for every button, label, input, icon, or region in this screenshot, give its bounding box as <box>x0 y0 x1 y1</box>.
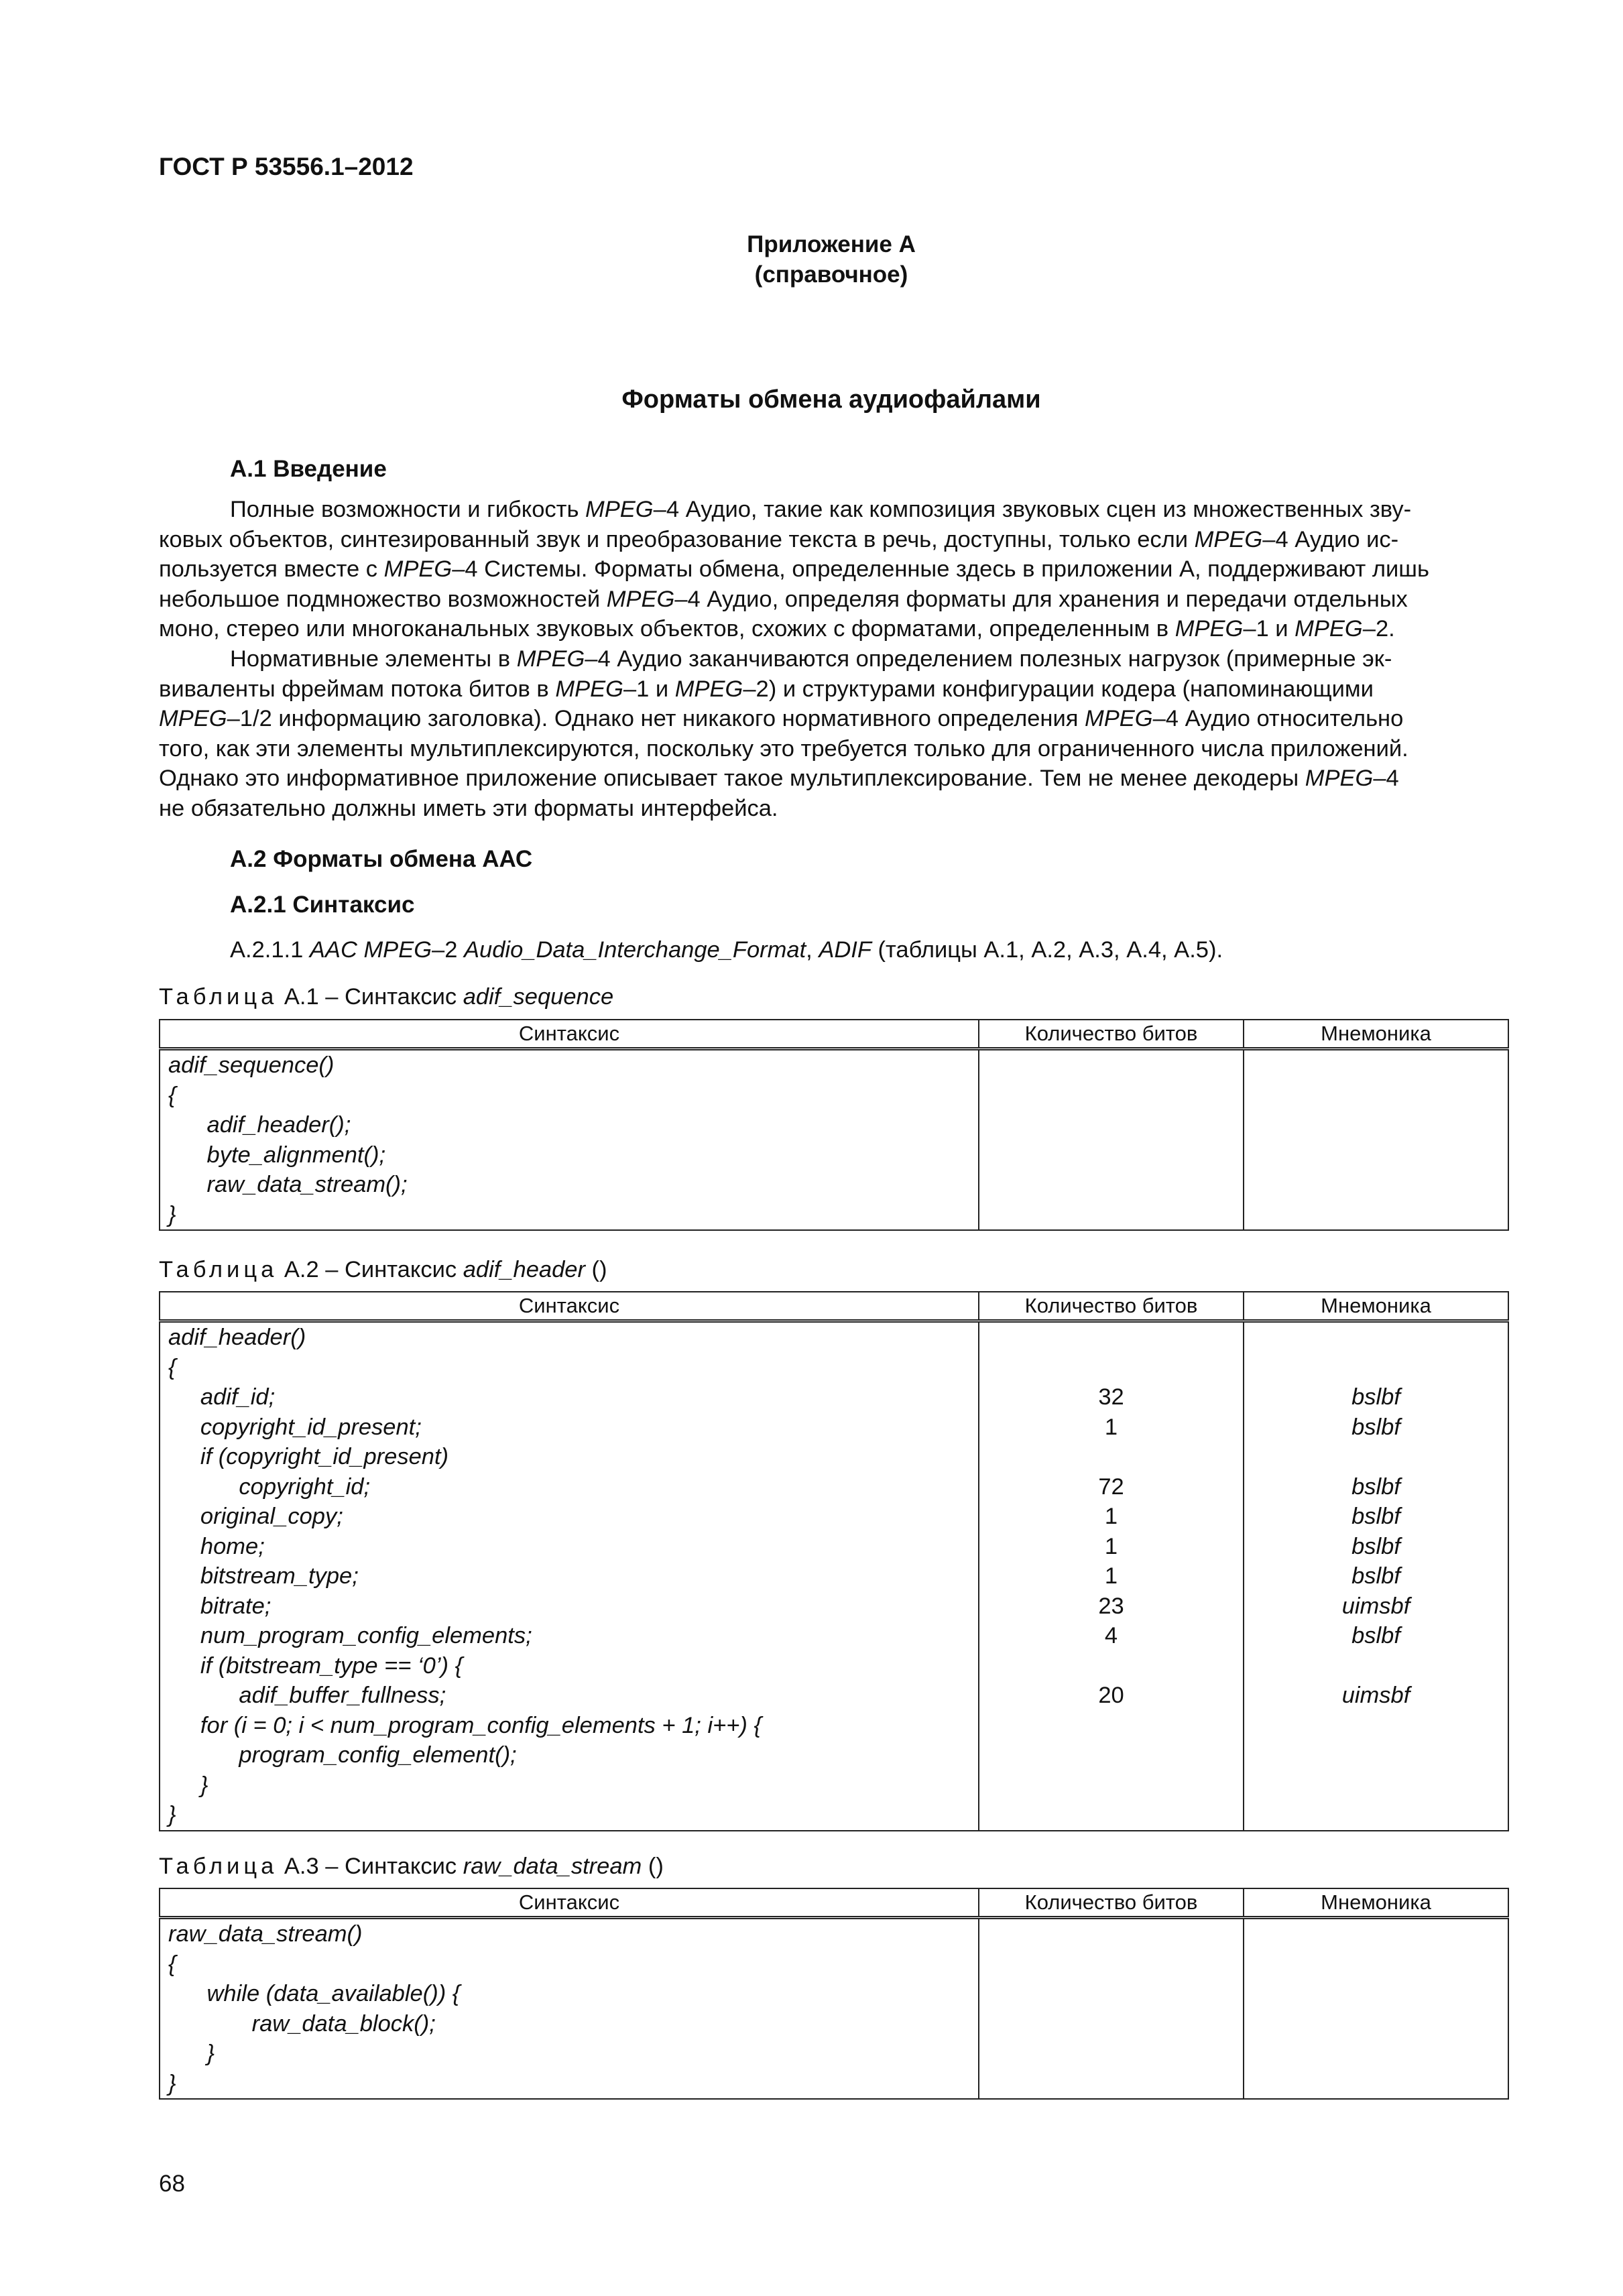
table-row-value <box>979 1110 1243 1140</box>
table-row-value: { <box>168 1082 176 1108</box>
table-row-value: { <box>168 1354 176 1380</box>
clause-adif: А.2.1.1 AAC MPEG–2 Audio_Data_Interchange_Format, ADIF (таблицы А.1, А.2, А.3, А.4, А.5). <box>230 937 1223 963</box>
caption-name: adif_header <box>463 1257 585 1282</box>
table-caption-a2 <box>159 1257 607 1283</box>
syntax-cell <box>160 1321 979 1831</box>
table-row-value: 72 <box>1098 1473 1124 1500</box>
table-row-value: bslbf <box>1351 1623 1400 1648</box>
paragraph-line: пользуется вместе с MPEG–4 Системы. Форматы обмена, определенные здесь в приложении А, поддерживают лишь <box>159 556 1429 582</box>
table-row-value <box>979 1353 1243 1383</box>
table-row-value <box>979 1651 1243 1681</box>
table-row-value <box>979 1081 1243 1111</box>
table-row-value <box>979 2039 1243 2069</box>
table-row-value: copyright_id_present; <box>168 1414 422 1440</box>
table-row-value <box>1244 2009 1508 2039</box>
caption-rest: А.2 – Синтаксис <box>284 1257 457 1282</box>
table-row-value: bitstream_type; <box>168 1563 359 1589</box>
section-heading-intro: А.1 Введение <box>230 456 387 482</box>
paragraph-intro-1 <box>159 495 1506 644</box>
paragraph-line: MPEG–1/2 информацию заголовка). Однако нет никакого нормативного определения MPEG–4 Аудио относительно <box>159 706 1404 731</box>
table-row-value: for (i = 0; i < num_program_config_elements + 1; i++) { <box>168 1712 762 1738</box>
table-row-value <box>979 1140 1243 1170</box>
page-number: 68 <box>159 2171 185 2197</box>
mnemonic-cell <box>1244 1049 1508 1231</box>
table-row-value <box>1244 1979 1508 2009</box>
page-title: Форматы обмена аудиофайлами <box>621 385 1041 414</box>
table-row-value: 1 <box>1104 1414 1118 1440</box>
table-row-value <box>1244 2039 1508 2069</box>
paragraph-line: виваленты фреймам потока битов в MPEG–1 и MPEG–2) и структурами конфигурации кодера (напоминающими <box>159 676 1374 702</box>
table-row-value <box>979 1170 1243 1200</box>
table-row-value: { <box>168 1951 176 1977</box>
table-row-value: adif_id; <box>168 1384 276 1410</box>
column-header-syntax: Синтаксис <box>160 1292 979 1321</box>
table-row-value: bslbf <box>1351 1473 1400 1500</box>
paragraph-line: ковых объектов, синтезированный звук и преобразование текста в речь, доступны, только если MPEG–4 Аудио ис- <box>159 526 1399 552</box>
table-row-value: 4 <box>1104 1623 1118 1648</box>
table-row-value: 1 <box>1104 1533 1118 1559</box>
table-row-value: raw_data_block(); <box>168 2010 436 2037</box>
table-row-value: num_program_config_elements; <box>168 1623 532 1648</box>
table-row-value <box>1244 2069 1508 2099</box>
table-caption-a1 <box>159 984 613 1010</box>
table-row-value <box>979 1442 1243 1472</box>
table-row-value: copyright_id; <box>168 1473 371 1500</box>
table-row-value <box>1244 1800 1508 1830</box>
annex-status: (справочное) <box>754 261 908 288</box>
column-header-bits: Количество битов <box>979 1020 1244 1049</box>
paragraph-line: небольшое подмножество возможностей MPEG–4 Аудио, определяя форматы для хранения и передачи отдельных <box>159 586 1408 612</box>
bits-cell <box>979 1049 1244 1231</box>
table-row-value: } <box>168 2070 176 2096</box>
table-row-value: adif_buffer_fullness; <box>168 1683 446 1708</box>
table-row-value <box>979 2069 1243 2099</box>
table-row-value <box>1244 1323 1508 1353</box>
table-row-value <box>1244 1740 1508 1770</box>
table-row-value <box>1244 1050 1508 1081</box>
column-header-bits: Количество битов <box>979 1888 1244 1918</box>
table-row-value <box>1244 1140 1508 1170</box>
column-header-syntax: Синтаксис <box>160 1888 979 1918</box>
table-row-value <box>1244 1170 1508 1200</box>
table-row-value: byte_alignment(); <box>168 1142 386 1168</box>
column-header-mnemonic: Мнемоника <box>1244 1888 1508 1918</box>
table-row-value <box>979 1711 1243 1741</box>
table-row-value <box>1244 1711 1508 1741</box>
column-header-bits: Количество битов <box>979 1292 1244 1321</box>
table-row-value <box>979 2009 1243 2039</box>
caption-name: adif_sequence <box>463 984 614 1010</box>
table-row-value <box>1244 1949 1508 1980</box>
table-row-value: 20 <box>1098 1683 1124 1708</box>
table-row-value <box>1244 1770 1508 1801</box>
caption-prefix: Таблица <box>159 1854 278 1879</box>
section-heading-aac: А.2 Форматы обмена ААС <box>230 846 533 872</box>
table-row-value: } <box>168 1772 208 1798</box>
table-row-value <box>1244 1110 1508 1140</box>
table-row-value <box>1244 1081 1508 1111</box>
table-row-value: home; <box>168 1533 265 1559</box>
table-row-value <box>979 1050 1243 1081</box>
section-heading-syntax: А.2.1 Синтаксис <box>230 892 415 918</box>
caption-prefix: Таблица <box>159 1257 278 1282</box>
syntax-cell <box>160 1049 979 1231</box>
column-header-mnemonic: Мнемоника <box>1244 1020 1508 1049</box>
table-caption-a3 <box>159 1854 664 1880</box>
mnemonic-cell <box>1244 1321 1508 1831</box>
paragraph-intro-2 <box>159 644 1506 823</box>
paragraph-line: Однако это информативное приложение описывает такое мультиплексирование. Тем не менее декодеры MPEG–4 <box>159 766 1399 791</box>
table-row-value: 32 <box>1098 1384 1124 1410</box>
mnemonic-cell <box>1244 1918 1508 2100</box>
table-row-value: 23 <box>1098 1593 1124 1619</box>
table-row-value <box>1244 1651 1508 1681</box>
caption-name: raw_data_stream <box>463 1854 642 1879</box>
table-adif-sequence <box>159 1019 1509 1231</box>
table-row-value <box>979 1200 1243 1230</box>
syntax-cell <box>160 1918 979 2100</box>
table-row-value <box>979 1800 1243 1830</box>
table-row-value: while (data_available()) { <box>168 1981 461 2006</box>
table-row-value: adif_header(); <box>168 1112 351 1138</box>
caption-rest: А.1 – Синтаксис <box>284 984 457 1010</box>
table-row-value <box>1244 1353 1508 1383</box>
bits-cell <box>979 1321 1244 1831</box>
table-row-value: bslbf <box>1351 1563 1400 1589</box>
table-row-value: } <box>168 2041 215 2066</box>
table-row-value <box>979 1323 1243 1353</box>
table-row-value: bslbf <box>1351 1384 1400 1410</box>
table-row-value <box>1244 1919 1508 1949</box>
table-row-value: bslbf <box>1351 1414 1400 1440</box>
table-row-value: raw_data_stream(); <box>168 1172 408 1197</box>
document-code: ГОСТ Р 53556.1–2012 <box>159 153 414 180</box>
table-row-value: uimsbf <box>1341 1593 1410 1619</box>
annex-label: Приложение А <box>747 231 916 257</box>
table-row-value: raw_data_stream() <box>168 1921 363 1947</box>
table-row-value: } <box>168 1802 176 1827</box>
table-row-value <box>979 1949 1243 1980</box>
table-row-value <box>979 1740 1243 1770</box>
table-row-value: 1 <box>1104 1563 1118 1589</box>
table-adif-header <box>159 1291 1509 1831</box>
table-row-value <box>979 1770 1243 1801</box>
table-row-value: } <box>168 1201 176 1227</box>
caption-suffix: () <box>648 1854 664 1879</box>
column-header-mnemonic: Мнемоника <box>1244 1292 1508 1321</box>
column-header-syntax: Синтаксис <box>160 1020 979 1049</box>
paragraph-line: Полные возможности и гибкость MPEG–4 Аудио, такие как композиция звуковых сцен из множественных зву- <box>230 497 1412 522</box>
table-raw-data-stream <box>159 1888 1509 2100</box>
paragraph-line: моно, стерео или многоканальных звуковых объектов, схожих с форматами, определенным в MPEG–1 и MPEG–2. <box>159 616 1395 642</box>
table-row-value: if (bitstream_type == ‘0’) { <box>168 1652 463 1679</box>
table-row-value: uimsbf <box>1341 1683 1410 1708</box>
table-row-value: adif_sequence() <box>168 1052 335 1078</box>
table-row-value: original_copy; <box>168 1504 343 1529</box>
table-row-value <box>1244 1200 1508 1230</box>
table-row-value: if (copyright_id_present) <box>168 1444 449 1469</box>
bits-cell <box>979 1918 1244 2100</box>
table-row-value: bitrate; <box>168 1593 272 1619</box>
table-row-value: adif_header() <box>168 1325 306 1350</box>
table-row-value: bslbf <box>1351 1504 1400 1529</box>
paragraph-line: Нормативные элементы в MPEG–4 Аудио заканчиваются определением полезных нагрузок (примерные эк- <box>230 646 1392 672</box>
paragraph-line: не обязательно должны иметь эти форматы интерфейса. <box>159 795 778 821</box>
table-row-value <box>979 1919 1243 1949</box>
table-row-value <box>979 1979 1243 2009</box>
table-row-value: program_config_element(); <box>168 1742 517 1768</box>
caption-suffix: () <box>591 1257 607 1282</box>
caption-prefix: Таблица <box>159 984 278 1010</box>
paragraph-line: того, как эти элементы мультиплексируются, поскольку это требуется только для ограниченного числа приложений. <box>159 735 1408 762</box>
caption-rest: А.3 – Синтаксис <box>284 1854 457 1879</box>
table-row-value: bslbf <box>1351 1533 1400 1559</box>
table-row-value: 1 <box>1104 1504 1118 1529</box>
table-row-value <box>1244 1442 1508 1472</box>
